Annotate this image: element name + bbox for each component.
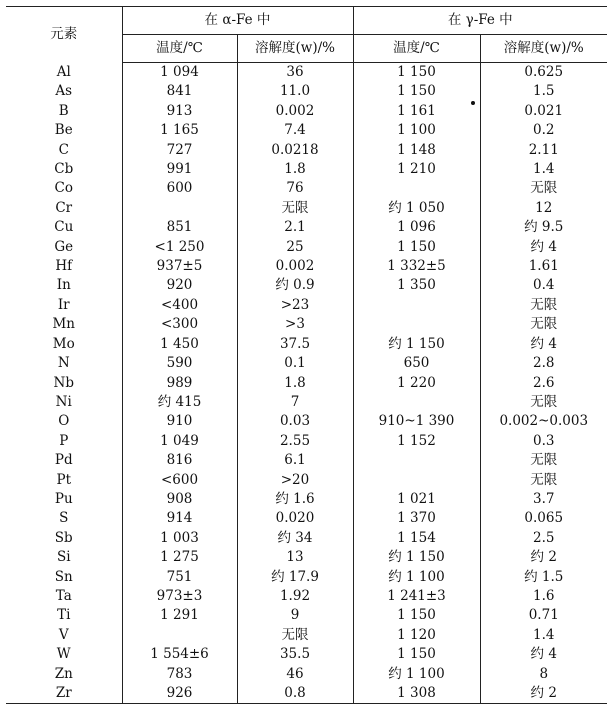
alpha-temp-cell: 910 <box>122 412 237 431</box>
alpha-temp-cell: 1 275 <box>122 548 237 567</box>
table-row <box>6 160 607 179</box>
element-cell: W <box>6 645 122 664</box>
alpha-solubility-cell: 46 <box>237 665 353 684</box>
alpha-temp-cell: <1 250 <box>122 238 237 257</box>
gamma-solubility-cell: 约 2 <box>530 549 557 566</box>
table-row <box>6 509 607 528</box>
alpha-solubility-cell: 9 <box>237 606 353 625</box>
gamma-temp-cell: 1 154 <box>353 529 480 548</box>
element-cell: Mo <box>6 335 122 354</box>
gamma-solubility-cell: 约 2 <box>530 685 557 701</box>
alpha-solubility-cell: 2.55 <box>237 432 353 451</box>
alpha-temp-cell: 913 <box>122 102 237 121</box>
gamma-solubility-cell: 1.6 <box>533 587 555 604</box>
alpha-solubility-cell: 0.020 <box>237 509 353 528</box>
element-cell: Ti <box>6 606 122 625</box>
stray-dot-mark <box>471 101 475 105</box>
element-cell: Cu <box>6 218 122 237</box>
alpha-solubility-cell: 无限 <box>237 199 353 218</box>
alpha-solubility-cell: 35.5 <box>237 645 353 664</box>
table-row <box>6 102 607 121</box>
gamma-solubility-cell: 8 <box>539 665 549 682</box>
gamma-solubility-cell: 12 <box>535 199 553 216</box>
alpha-solubility-cell: 0.1 <box>237 354 353 373</box>
table-row <box>6 490 607 509</box>
table-row <box>6 471 607 490</box>
alpha-temp-cell: 727 <box>122 141 237 160</box>
element-cell: Pu <box>6 490 122 509</box>
alpha-solubility-cell: 约 0.9 <box>237 276 353 295</box>
gamma-solubility-cell: 约 4 <box>530 646 557 663</box>
header-gamma-fe: 在 γ-Fe 中 <box>353 7 607 35</box>
element-cell: Zr <box>6 684 122 704</box>
alpha-solubility-cell: >3 <box>237 315 353 334</box>
element-cell: Pd <box>6 451 122 470</box>
element-cell: Zn <box>6 665 122 684</box>
gamma-solubility-cell: 2.11 <box>528 141 559 158</box>
gamma-temp-cell: 1 100 <box>353 121 480 140</box>
gamma-temp-cell: 1 350 <box>353 276 480 295</box>
gamma-temp-cell: 1 150 <box>353 606 480 625</box>
solubility-table <box>6 6 607 704</box>
element-cell: P <box>6 432 122 451</box>
gamma-temp-cell: 1 150 <box>353 238 480 257</box>
alpha-solubility-cell: 约 1.6 <box>237 490 353 509</box>
gamma-temp-cell: 约 1 150 <box>353 335 480 354</box>
alpha-solubility-cell: 25 <box>237 238 353 257</box>
gamma-solubility-cell: 2.6 <box>533 374 555 391</box>
gamma-solubility-cell: 0.4 <box>533 277 555 294</box>
gamma-temp-cell: 910~1 390 <box>353 412 480 431</box>
alpha-temp-cell: 937±5 <box>122 257 237 276</box>
gamma-temp-cell: 约 1 100 <box>353 568 480 587</box>
gamma-temp-cell: 约 1 150 <box>353 548 480 567</box>
alpha-solubility-cell: 2.1 <box>237 218 353 237</box>
gamma-temp-cell <box>353 471 480 490</box>
table-row <box>6 626 607 645</box>
gamma-temp-cell: 1 370 <box>353 509 480 528</box>
table-row <box>6 645 607 664</box>
element-cell: B <box>6 102 122 121</box>
gamma-temp-cell: 1 220 <box>353 374 480 393</box>
element-cell: S <box>6 509 122 528</box>
gamma-solubility-cell: 1.4 <box>533 626 555 643</box>
gamma-solubility-cell: 1.5 <box>533 83 555 100</box>
table-row <box>6 568 607 587</box>
gamma-temp-cell: 1 332±5 <box>353 257 480 276</box>
gamma-temp-cell <box>353 451 480 470</box>
table-row <box>6 82 607 101</box>
element-cell: Si <box>6 548 122 567</box>
alpha-temp-cell: 590 <box>122 354 237 373</box>
alpha-temp-cell: 914 <box>122 509 237 528</box>
element-cell: Nb <box>6 374 122 393</box>
alpha-temp-cell: 926 <box>122 684 237 704</box>
gamma-solubility-cell: 0.71 <box>528 607 559 624</box>
gamma-temp-cell <box>353 393 480 412</box>
alpha-solubility-cell: 13 <box>237 548 353 567</box>
table-row <box>6 335 607 354</box>
alpha-solubility-cell: 0.8 <box>237 684 353 704</box>
gamma-solubility-cell: 0.625 <box>524 64 564 80</box>
table-row <box>6 684 607 704</box>
alpha-temp-cell: 1 450 <box>122 335 237 354</box>
alpha-solubility-cell: >23 <box>237 296 353 315</box>
gamma-temp-cell <box>353 296 480 315</box>
gamma-solubility-cell: 约 4 <box>530 238 557 255</box>
gamma-temp-cell: 1 150 <box>353 82 480 101</box>
gamma-solubility-cell: 无限 <box>530 296 558 313</box>
gamma-temp-cell: 1 096 <box>353 218 480 237</box>
table-row <box>6 121 607 140</box>
gamma-solubility-cell: 0.021 <box>524 102 564 119</box>
gamma-solubility-cell: 无限 <box>530 316 558 333</box>
gamma-solubility-cell: 无限 <box>530 452 558 469</box>
alpha-solubility-cell: 0.0218 <box>237 141 353 160</box>
alpha-temp-cell: 1 165 <box>122 121 237 140</box>
alpha-solubility-cell: 1.8 <box>237 374 353 393</box>
alpha-temp-cell: 1 291 <box>122 606 237 625</box>
element-cell: C <box>6 141 122 160</box>
gamma-temp-cell: 650 <box>353 354 480 373</box>
header-gamma-solubility: 溶解度(w)/% <box>480 35 607 63</box>
gamma-solubility-cell: 0.3 <box>533 432 555 449</box>
alpha-temp-cell: 1 094 <box>122 63 237 83</box>
gamma-solubility-cell: 1.61 <box>528 258 559 275</box>
table-row <box>6 606 607 625</box>
gamma-temp-cell: 约 1 050 <box>353 199 480 218</box>
alpha-solubility-cell: 36 <box>237 63 353 83</box>
alpha-temp-cell <box>122 199 237 218</box>
gamma-temp-cell: 1 161 <box>353 102 480 121</box>
table-row <box>6 218 607 237</box>
alpha-solubility-cell: 0.002 <box>237 257 353 276</box>
table-row <box>6 412 607 431</box>
alpha-temp-cell: <600 <box>122 471 237 490</box>
element-cell: Be <box>6 121 122 140</box>
alpha-solubility-cell: 0.03 <box>237 412 353 431</box>
alpha-temp-cell: 1 049 <box>122 432 237 451</box>
element-cell: Ta <box>6 587 122 606</box>
table-body <box>6 63 607 704</box>
table-row <box>6 179 607 198</box>
header-alpha-fe: 在 α-Fe 中 <box>122 7 353 35</box>
element-cell: Ge <box>6 238 122 257</box>
table-row <box>6 432 607 451</box>
gamma-solubility-cell: 1.4 <box>533 161 555 178</box>
table-row <box>6 257 607 276</box>
table-row <box>6 587 607 606</box>
table-row <box>6 665 607 684</box>
alpha-temp-cell: 1 003 <box>122 529 237 548</box>
alpha-solubility-cell: 7.4 <box>237 121 353 140</box>
gamma-solubility-cell: 2.5 <box>533 529 555 546</box>
table-row <box>6 354 607 373</box>
table-row <box>6 451 607 470</box>
alpha-solubility-cell: >20 <box>237 471 353 490</box>
gamma-temp-cell: 1 021 <box>353 490 480 509</box>
alpha-solubility-cell: 0.002 <box>237 102 353 121</box>
table-row <box>6 315 607 334</box>
alpha-solubility-cell: 1.92 <box>237 587 353 606</box>
header-alpha-solubility: 溶解度(w)/% <box>237 35 353 63</box>
element-cell: Sb <box>6 529 122 548</box>
gamma-solubility-cell: 2.8 <box>533 355 555 372</box>
element-cell: N <box>6 354 122 373</box>
alpha-solubility-cell: 约 34 <box>237 529 353 548</box>
element-cell: Pt <box>6 471 122 490</box>
alpha-solubility-cell: 11.0 <box>237 82 353 101</box>
alpha-temp-cell: 851 <box>122 218 237 237</box>
alpha-temp-cell: 991 <box>122 160 237 179</box>
alpha-temp-cell: 973±3 <box>122 587 237 606</box>
alpha-temp-cell: <300 <box>122 315 237 334</box>
gamma-temp-cell <box>353 315 480 334</box>
alpha-temp-cell: 841 <box>122 82 237 101</box>
element-cell: Co <box>6 179 122 198</box>
element-cell: Mn <box>6 315 122 334</box>
alpha-solubility-cell: 1.8 <box>237 160 353 179</box>
element-cell: As <box>6 82 122 101</box>
table-row <box>6 238 607 257</box>
alpha-solubility-cell: 7 <box>237 393 353 412</box>
alpha-temp-cell: 600 <box>122 179 237 198</box>
gamma-temp-cell: 1 241±3 <box>353 587 480 606</box>
element-cell: O <box>6 412 122 431</box>
element-cell: Sn <box>6 568 122 587</box>
gamma-solubility-cell: 约 4 <box>530 335 557 352</box>
alpha-temp-cell: 1 554±6 <box>122 645 237 664</box>
alpha-solubility-cell: 37.5 <box>237 335 353 354</box>
gamma-solubility-cell: 无限 <box>530 471 558 488</box>
table-row <box>6 63 607 83</box>
gamma-temp-cell: 约 1 100 <box>353 665 480 684</box>
gamma-temp-cell: 1 150 <box>353 645 480 664</box>
alpha-temp-cell: 约 415 <box>122 393 237 412</box>
table-row <box>6 199 607 218</box>
gamma-solubility-cell: 3.7 <box>533 490 555 507</box>
header-element: 元素 <box>6 7 122 63</box>
table-row <box>6 374 607 393</box>
gamma-temp-cell: 1 150 <box>353 63 480 83</box>
alpha-temp-cell: <400 <box>122 296 237 315</box>
alpha-solubility-cell: 无限 <box>237 626 353 645</box>
alpha-temp-cell: 816 <box>122 451 237 470</box>
table-row <box>6 529 607 548</box>
gamma-solubility-cell: 0.002~0.003 <box>499 413 589 430</box>
gamma-temp-cell: 1 308 <box>353 684 480 704</box>
header-alpha-temp: 温度/℃ <box>122 35 237 63</box>
gamma-temp-cell: 1 120 <box>353 626 480 645</box>
alpha-temp-cell: 920 <box>122 276 237 295</box>
gamma-solubility-cell: 约 9.5 <box>524 219 564 236</box>
alpha-solubility-cell: 76 <box>237 179 353 198</box>
table-row <box>6 548 607 567</box>
gamma-solubility-cell: 无限 <box>530 180 558 197</box>
gamma-solubility-cell: 0.065 <box>524 510 564 527</box>
gamma-solubility-cell: 0.2 <box>533 122 555 139</box>
element-cell: In <box>6 276 122 295</box>
alpha-temp-cell: 783 <box>122 665 237 684</box>
alpha-temp-cell: 989 <box>122 374 237 393</box>
gamma-temp-cell: 1 148 <box>353 141 480 160</box>
alpha-solubility-cell: 6.1 <box>237 451 353 470</box>
gamma-solubility-cell: 约 1.5 <box>524 568 564 585</box>
table-row <box>6 276 607 295</box>
gamma-solubility-cell: 无限 <box>530 393 558 410</box>
element-cell: Hf <box>6 257 122 276</box>
alpha-solubility-cell: 约 17.9 <box>237 568 353 587</box>
gamma-temp-cell: 1 152 <box>353 432 480 451</box>
alpha-temp-cell: 908 <box>122 490 237 509</box>
header-gamma-temp: 温度/℃ <box>353 35 480 63</box>
alpha-temp-cell: 751 <box>122 568 237 587</box>
gamma-temp-cell: 1 210 <box>353 160 480 179</box>
element-cell: Ir <box>6 296 122 315</box>
alpha-temp-cell <box>122 626 237 645</box>
element-cell: Cr <box>6 199 122 218</box>
element-cell: Cb <box>6 160 122 179</box>
table-row <box>6 393 607 412</box>
gamma-temp-cell <box>353 179 480 198</box>
element-cell: Ni <box>6 393 122 412</box>
element-cell: Al <box>6 63 122 83</box>
table-row <box>6 141 607 160</box>
element-cell: V <box>6 626 122 645</box>
table-row <box>6 296 607 315</box>
